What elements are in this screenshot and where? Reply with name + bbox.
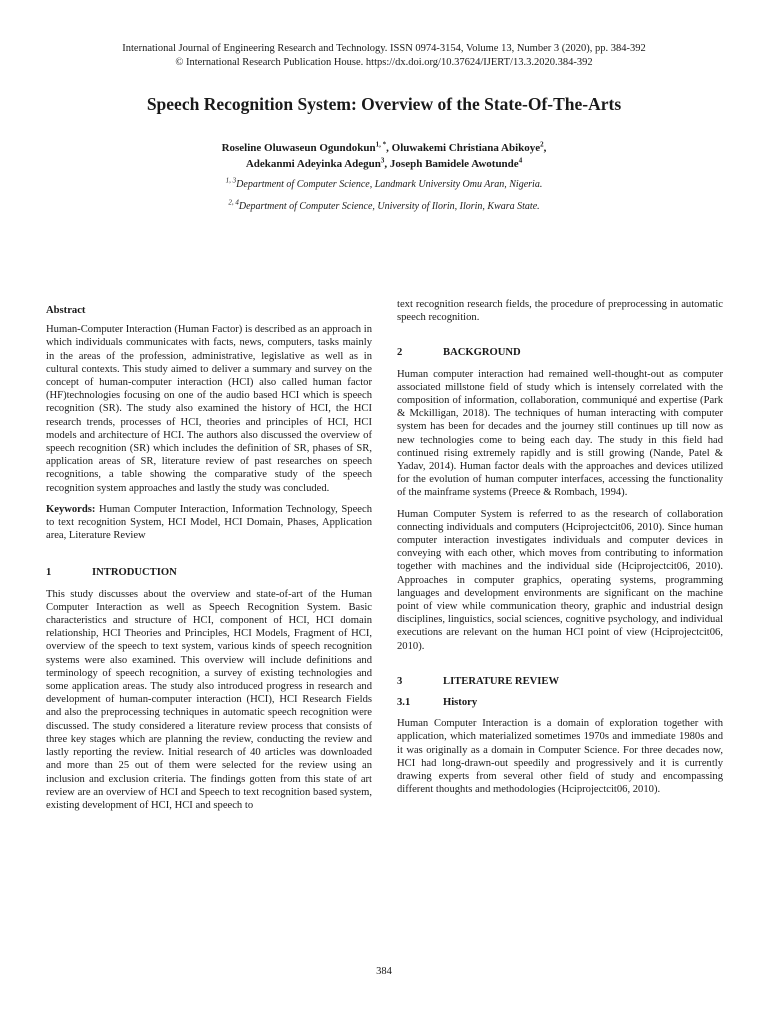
section-title: LITERATURE REVIEW: [443, 675, 560, 687]
author-affil-sup: 1, *: [375, 140, 387, 149]
abstract-heading: Abstract: [46, 305, 86, 316]
author-name: , Oluwakemi Christiana Abikoye: [386, 142, 541, 154]
subsection-number: 3.1: [397, 697, 411, 709]
keywords: [46, 503, 372, 543]
affiliation-sup: 2, 4: [228, 198, 239, 207]
author-name: Adekanmi Adeyinka Adegun: [245, 158, 381, 170]
abstract-text: Human-Computer Interaction (Human Factor) is described as an approach in which individuals communicates with facts, news, computers, tasks mainly in the areas of the profession, administrative, legislative as well as in cultural contexts. This study aimed to deliver a summary and survey on the concept of human-computer interaction (HCI) also called human factor (HF)technologies focusing on one of the audio based HCI which is speech recognition (SR). The study also examined the history of HCI, the HCI research trends, processes of HCI, theories and principles of HCI, HCI models and architecture of HCI. The authors also discussed the overview of speech recognition (SR) which includes the definition of SR, phases of SR, application areas of SR, literature review of past researches on speech recognitions, a table showing the comparative study of the speech recognition system approaches and lastly the study was concluded.: [46, 324, 372, 494]
author-list: [40, 140, 728, 172]
journal-header: [40, 42, 728, 70]
keywords-text: Human Computer Interaction, Information Technology, Speech to text recognition System, HCI Model, HCI Domain, Phases, Application area, Literature Review: [46, 503, 372, 542]
journal-citation: International Journal of Engineering Research and Technology. ISSN 0974-3154, Volume 13, Number 3 (2020), pp. 384-392: [122, 43, 646, 54]
section-heading-introduction: [46, 566, 372, 579]
affiliation-2: [40, 198, 728, 212]
keywords-label: Keywords:: [46, 503, 96, 515]
section-number: 3: [397, 675, 403, 687]
section-title: INTRODUCTION: [92, 567, 177, 579]
background-paragraph-1: Human computer interaction had remained well-thought-out as computer associated millstone field of study which is intensely correlated with the composition of information, collaboration, communiqué and expertise (Park & Mckilligan, 2018). The techniques of human interacting with computer system has been for decades and the journey still continues up till now as new technologies come to being each day. The study in this field had continued rising extremely rapidly and is still growing (Nande, Patel & Yadav, 2014). Human factor deals with the approaches and devices utilized for the evolution of human computer interfaces, accessing the functionality of the mainframe systems (Preece & Rombach, 1994).: [397, 368, 723, 499]
affiliation-sup: 1, 3: [225, 176, 237, 185]
page-number: 384: [376, 966, 392, 977]
background-paragraph-2: Human Computer System is referred to as the research of collaboration connecting individuals and computers (Hciprojectcit06, 2010). Since human computer interaction investigates individuals and computer devices in conveying with each other, which moves from contributing to information together with machines and the individual side (Hciprojectcit06, 2010). Approaches in computer graphics, operating systems, programming languages and development environments are significant on the machine point of view while communication theory, graphic and industrial design disciplines, linguistics, social sciences, cognitive psychology, and individual executions are relevant on the human HCI point of view (Hciprojectcit06, 2010).: [397, 508, 723, 652]
author-affil-sup: 3: [380, 156, 385, 165]
paper-title: Speech Recognition System: Overview of the State-Of-The-Arts: [146, 94, 622, 114]
introduction-continued: text recognition research fields, the procedure of preprocessing in automatic speech recognition.: [397, 299, 723, 324]
affiliation-text: Department of Computer Science, Landmark University Omu Aran, Nigeria.: [236, 179, 543, 190]
author-name: , Joseph Bamidele Awotunde: [384, 158, 519, 170]
section-number: 2: [397, 347, 403, 359]
section-heading-literature-review: [397, 675, 723, 688]
subsection-heading-history: [397, 696, 723, 709]
author-affil-sup: 2: [540, 140, 544, 149]
introduction-text: This study discusses about the overview and state-of-art of the Human Computer Interaction as well as Speech Recognition System. Basic characteristics and structure of HCI, component of HCI, HCI domain relationship, HCI Theories and Principles, HCI Models, Fragment of HCI, overview of the speech to text system, various kinds of speech recognition systems were also examined. This overview will include definitions and terminology of speech recognition, a survey of existing technologies and some application areas. The study also introduced progress in research and development of human-computer interaction (HCI), HCI Research Fields and also the preprocessing techniques in automatic speech recognition were discussed. The study considered a literature review process that consists of three key stages which are planning the review, conducting the review and lastly reporting the review. Initial research of 40 articles was downloaded and more than 25 out of them were selected for the review using an inclusion and exclusion criteria. The findings gotten from this state of art review are an overview of HCI and Speech to text recognition based system, existing development of HCI, HCI and speech to: [46, 588, 372, 811]
affiliation-1: [40, 176, 728, 190]
author-name: Roseline Oluwaseun Ogundokun: [221, 142, 376, 154]
affiliation-text: Department of Computer Science, University of Ilorin, Ilorin, Kwara State.: [238, 201, 540, 212]
author-affil-sup: 4: [518, 156, 523, 165]
right-column: [397, 298, 723, 797]
journal-doi: © International Research Publication House. https://dx.doi.org/10.37624/IJERT/13.3.2020.384-392: [175, 57, 593, 68]
section-heading-background: [397, 346, 723, 359]
left-column: [46, 298, 372, 812]
subsection-title: History: [443, 697, 478, 709]
section-title: BACKGROUND: [443, 347, 521, 359]
author-separator: ,: [543, 142, 547, 154]
section-number: 1: [46, 567, 52, 579]
history-text: Human Computer Interaction is a domain of exploration together with application, which materialized sometimes 1970s and immediate 1980s and it was originally as a domain in Computer Science. For three decades now, HCI had long-drawn-out speedily and progressively and it is currently drawing experts from several other field of study and encompassing different thoughts and methodologies (Hciprojectcit06, 2010).: [397, 718, 723, 796]
